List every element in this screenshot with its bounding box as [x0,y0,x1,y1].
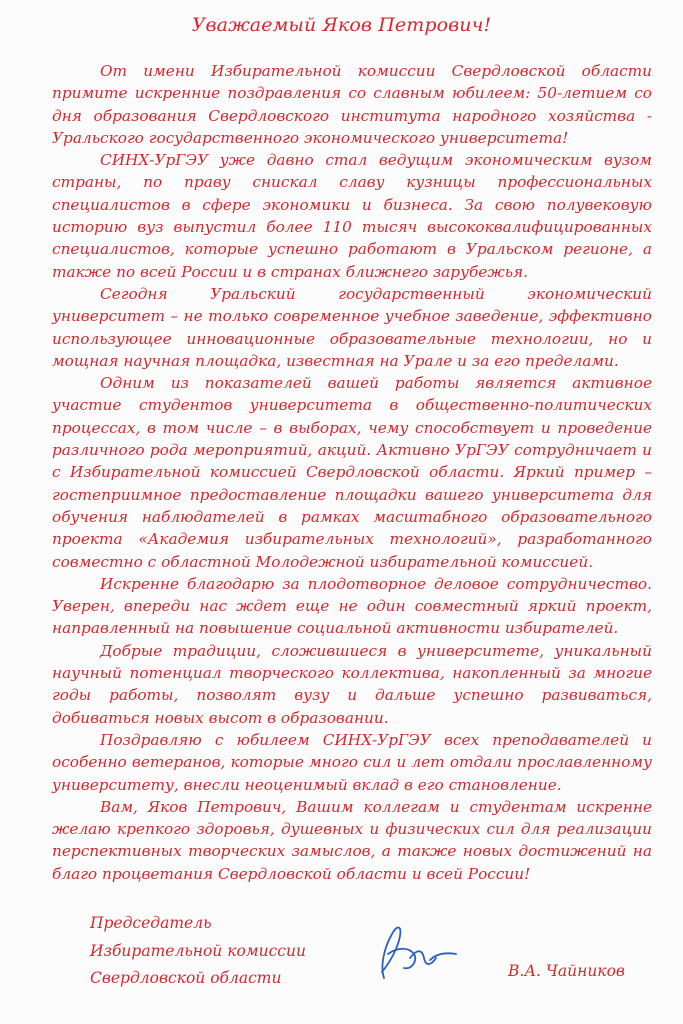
signature-title-line: Председатель [90,914,212,932]
letter-body [52,60,652,885]
letter-greeting: Уважаемый Яков Петрович! [191,14,492,36]
paragraph-university-history: СИНХ-УрГЭУ уже давно стал ведущим экономическим вузом страны, по праву снискал славу кузницы профессиональных специалистов в сфере экономики и бизнеса. За свою полувековую историю вуз выпустил более 110 тысяч высококвалифицированных специалистов, которые успешно работают в Уральском регионе, а также по всей России и в странах ближнего зарубежья. [52,151,652,281]
paragraph-cooperation: Одним из показателей вашей работы является активное участие студентов университета в общественно-политических процессах, в том числе – в выборах, чему способствует и проведение различного рода мероприятий, акций. Активно УрГЭУ сотрудничает и с Избирательной комиссией Свердловской области. Яркий пример – гостеприимное предоставление площадки вашего университета для обучения наблюдателей в рамках масштабного образовательного проекта «Академия избирательных технологий», разработанного совместно с областной Молодежной избирательной комиссией. [52,374,652,571]
paragraph-traditions: Добрые традиции, сложившиеся в университете, уникальный научный потенциал творческого коллектива, накопленный за многие годы работы, позволят вузу и дальше успешно развиваться, добиваться новых высот в образовании. [52,641,652,727]
signature-title-line: Избирательной комиссии [90,941,306,960]
paragraph-university-today: Сегодня Уральский государственный экономический университет – не только современное учебное заведение, эффективно использующее инновационные образовательные технологии, но и мощная научная площадка, известная на Урале и за его пределами. [52,284,652,370]
paragraph-wishes: Вам, Яков Петрович, Вашим коллегам и студентам искренне желаю крепкого здоровья, душевных и физических сил для реализации перспективных творческих замыслов, а также новых достижений на благо процветания Свердловской области и всей России! [52,797,652,883]
signature-title-block [90,910,306,993]
handwritten-signature-icon [370,918,460,984]
signer-name: В.А. Чайников [508,962,625,980]
paragraph-veterans: Поздравляю с юбилеем СИНХ-УрГЭУ всех преподавателей и особенно ветеранов, которые много сил и лет отдали прославленному университету, внесли неоценимый вклад в его становление. [52,730,652,794]
paragraph-gratitude: Искренне благодарю за плодотворное деловое сотрудничество. Уверен, впереди нас ждет еще не один совместный яркий проект, направленный на повышение социальной активности избирателей. [52,574,652,638]
paragraph-congratulation: От имени Избирательной комиссии Свердловской области примите искренние поздравления со славным юбилеем: 50-летием со дня образования Свердловского института народного хозяйства - Уральского государственного экономического университета! [52,62,652,147]
signature-title-line: Свердловской области [90,969,282,987]
